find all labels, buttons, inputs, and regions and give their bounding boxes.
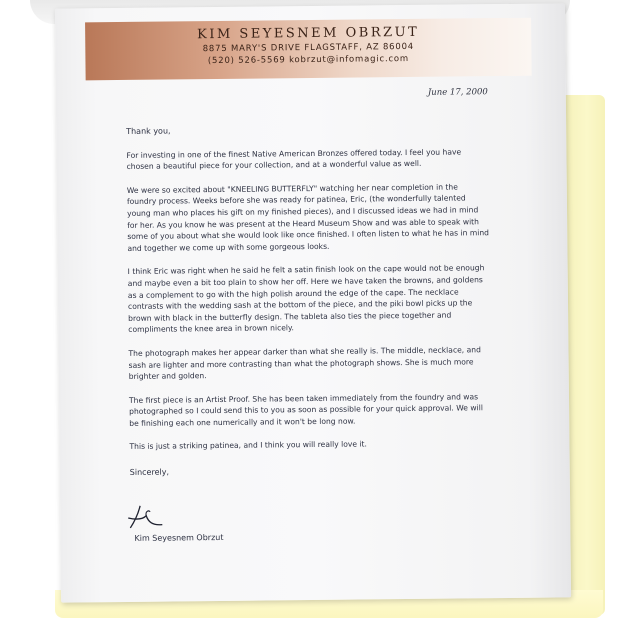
paragraph-2: We were so excited about "KNEELING BUTTERFLY" watching her near completion in the foundry process. Weeks before she was ready for patinea, Eric, (the wonderfully talented young man who places his gift on my finished pieces), and I discussed ideas we had in mind for her. As you know he was present at the Heard Museum Show and was able to speak with some of you about what she would look like once finished. I often listen to what he has in mind and together we come up with some gorgeous looks. [126, 182, 490, 253]
signature-mark [126, 499, 176, 536]
signer-name: Kim Seyesnem Obrzut [134, 532, 224, 543]
paragraph-1: For investing in one of the finest Native American Bronzes offered today. I feel you have chosen a beautiful piece for your collection, and at a wonderful value as well. [126, 147, 462, 172]
paragraph-5: The first piece is an Artist Proof. She has been taken immediately from the foundry and was photographed so I could send this to you as soon as possible for your quick approval. We will be finishing each one numerically and it won't be long now. [128, 391, 483, 428]
letter-date: June 17, 2000 [427, 87, 488, 98]
letterhead-address: 8875 MARY'S DRIVE FLAGSTAFF, AZ 86004 [202, 41, 415, 55]
closing: Sincerely, [129, 467, 170, 477]
letter-page [55, 3, 571, 602]
paragraph-4: The photograph makes her appear darker than what she really is. The middle, necklace, and sash are lighter and more contrasting than what the photograph shows. She is much more brighter and golden. [128, 345, 481, 382]
letterhead-contact: (520) 526-5569 kobrzut@infomagic.com [207, 53, 410, 67]
letterhead [85, 18, 532, 81]
paragraph-3: I think Eric was right when he said he felt a satin finish look on the cape would not be enough and maybe even a bit too plain to show her off. Here we have taken the browns, and goldens as a complement to go with the high polish around the edge of the cape. The necklace contrasts with the wedding sash at the bottom of the piece, and the piki bowl picks up the brown with black in the butterfly design. The tableta also ties the piece together and compliments the knee area in brown nicely. [127, 263, 485, 335]
greeting: Thank you, [126, 126, 171, 136]
letterhead-name: KIM SEYESNEM OBRZUT [197, 24, 420, 43]
letter-body [126, 122, 492, 478]
paragraph-6: This is just a striking patinea, and I think you will really love it. [129, 439, 367, 452]
